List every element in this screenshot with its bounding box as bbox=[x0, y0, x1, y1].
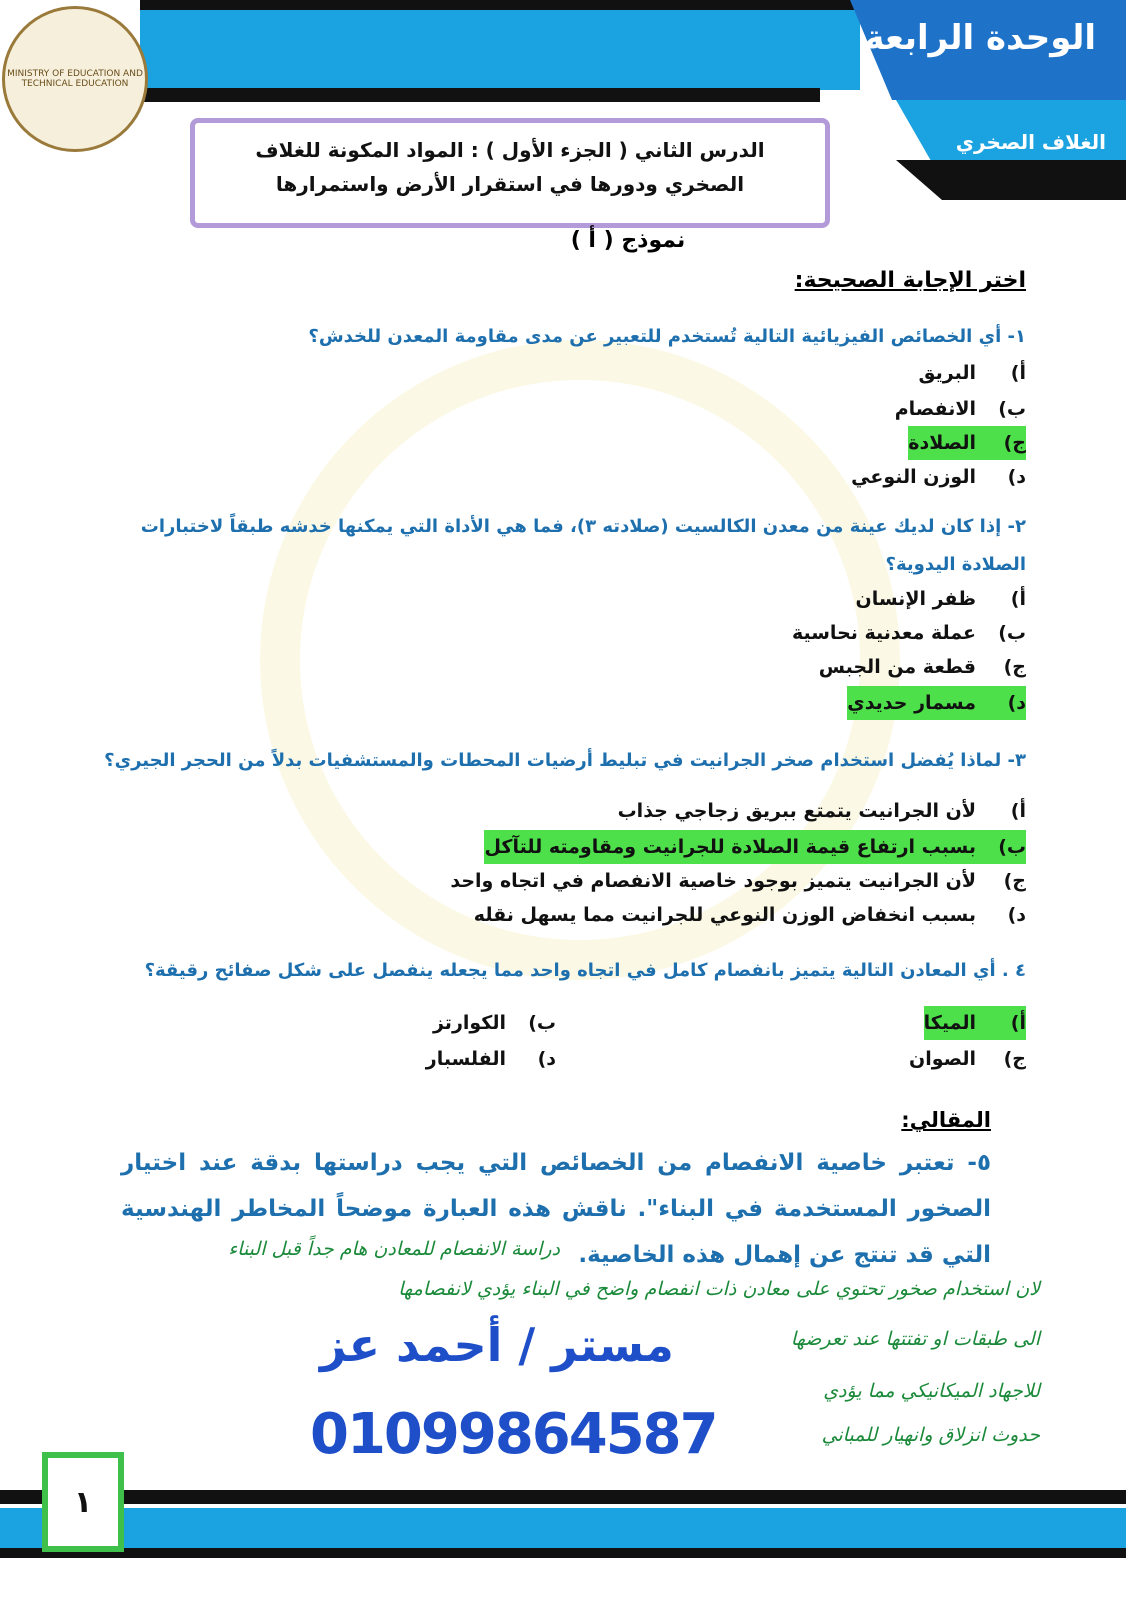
option-letter: د) bbox=[1007, 904, 1026, 926]
answer-option[interactable] bbox=[851, 460, 1026, 494]
teacher-phone: 01099864587 bbox=[310, 1402, 717, 1467]
option-letter: د) bbox=[1007, 692, 1026, 714]
footer-band bbox=[0, 1490, 1126, 1504]
option-text: ظفر الإنسان bbox=[855, 588, 976, 610]
answer-option[interactable] bbox=[819, 650, 1026, 684]
answer-option[interactable] bbox=[450, 864, 1026, 898]
answer-option[interactable] bbox=[426, 1042, 556, 1076]
option-text: عملة معدنية نحاسية bbox=[791, 622, 976, 644]
footer-band bbox=[0, 1508, 1126, 1548]
answer-option[interactable] bbox=[924, 1006, 1026, 1040]
option-text: الوزن النوعي bbox=[851, 466, 976, 488]
option-text: بسبب ارتفاع قيمة الصلادة للجرانيت ومقاومته للتآكل bbox=[484, 836, 976, 858]
option-letter: ج) bbox=[1003, 432, 1026, 454]
option-text: لأن الجرانيت يتمتع ببريق زجاجي جذاب bbox=[617, 800, 976, 822]
handwritten-answer-line: الى طبقات او تفتتها عند تعرضها bbox=[790, 1328, 1040, 1350]
option-text: قطعة من الجبس bbox=[818, 656, 976, 678]
answer-option[interactable] bbox=[474, 898, 1026, 932]
option-text: الميكا bbox=[923, 1012, 976, 1034]
answer-option[interactable] bbox=[618, 794, 1026, 828]
answer-option[interactable] bbox=[433, 1006, 556, 1040]
option-text: مسمار حديدي bbox=[847, 692, 976, 714]
answer-option[interactable] bbox=[895, 392, 1026, 426]
footer-band bbox=[0, 1548, 1126, 1558]
handwritten-answer-line: دراسة الانفصام للمعادن هام جداً قبل البناء bbox=[228, 1238, 560, 1260]
answer-option[interactable] bbox=[856, 582, 1027, 616]
option-text: الفلسبار bbox=[425, 1048, 506, 1070]
page-number: ١ bbox=[42, 1452, 124, 1552]
unit-subtitle: الغلاف الصخري bbox=[955, 130, 1106, 154]
instruction: اختر الإجابة الصحيحة: bbox=[794, 268, 1026, 293]
option-text: الصلادة bbox=[908, 432, 976, 454]
option-letter: ج) bbox=[1003, 870, 1026, 892]
option-text: لأن الجرانيت يتميز بوجود خاصية الانفصام في اتجاه واحد bbox=[450, 870, 976, 892]
option-letter: د) bbox=[537, 1048, 556, 1070]
answer-option[interactable] bbox=[792, 616, 1026, 650]
option-text: الكوارتز bbox=[432, 1012, 506, 1034]
lesson-line-2: الصخري ودورها في استقرار الأرض واستمرارها bbox=[275, 172, 745, 196]
teacher-name: مستر / أحمد عز bbox=[320, 1318, 674, 1372]
option-letter: ب) bbox=[998, 398, 1026, 420]
option-text: الانفصام bbox=[894, 398, 976, 420]
lesson-line-1: الدرس الثاني ( الجزء الأول ) : المواد المكونة للغلاف bbox=[255, 138, 765, 162]
question-text: ٣- لماذا يُفضل استخدام صخر الجرانيت في تبليط أرضيات المحطات والمستشفيات بدلاً من الحجر الجيري؟ bbox=[104, 750, 1026, 771]
handwritten-answer-line: للاجهاد الميكانيكي مما يؤدي bbox=[823, 1380, 1040, 1402]
ministry-logo bbox=[2, 6, 148, 152]
option-letter: ج) bbox=[1003, 656, 1026, 678]
option-letter: ب) bbox=[998, 622, 1026, 644]
option-letter: ج) bbox=[1003, 1048, 1026, 1070]
logo-text: MINISTRY OF EDUCATION AND TECHNICAL EDUCATION bbox=[7, 69, 143, 89]
model-label bbox=[0, 228, 1126, 253]
essay-heading: المقالي: bbox=[901, 1108, 991, 1132]
option-letter: ب) bbox=[998, 836, 1026, 858]
lesson-title-box bbox=[190, 118, 830, 228]
model-text: نموذج ( أ ) bbox=[570, 228, 686, 253]
answer-option[interactable] bbox=[909, 1042, 1026, 1076]
essay-question: ٥- تعتبر خاصية الانفصام من الخصائص التي يجب دراستها بدقة عند اختيار الصخور المستخدمة في البناء". ناقش هذه العبارة موضحاً المخاطر الهندسية التي قد تنتج عن إهمال هذه الخاصية. bbox=[121, 1150, 991, 1268]
option-letter: أ) bbox=[1010, 588, 1026, 610]
option-letter: ب) bbox=[528, 1012, 556, 1034]
option-letter: أ) bbox=[1010, 362, 1026, 384]
option-text: البريق bbox=[918, 362, 976, 384]
handwritten-answer-line: حدوث انزلاق وانهيار للمباني bbox=[821, 1424, 1040, 1446]
header-band bbox=[140, 88, 820, 102]
question-text: ٤ . أي المعادن التالية يتميز بانفصام كامل في اتجاه واحد مما يجعله ينفصل على شكل صفائح رقيقة؟ bbox=[144, 960, 1026, 981]
option-letter: د) bbox=[1007, 466, 1026, 488]
option-letter: أ) bbox=[1010, 1012, 1026, 1034]
handwritten-answer-line: لان استخدام صخور تحتوي على معادن ذات انفصام واضح في البناء يؤدي لانفصامها bbox=[398, 1278, 1040, 1300]
unit-title: الوحدة الرابعة bbox=[864, 18, 1096, 58]
question-text: ٢- إذا كان لديك عينة من معدن الكالسيت (صلادته ٣)، فما هي الأداة التي يمكنها خدشه طبقاً لاختبارات الصلادة اليدوية؟ bbox=[140, 516, 1026, 575]
option-letter: أ) bbox=[1010, 800, 1026, 822]
option-text: الصوان bbox=[908, 1048, 976, 1070]
unit-band bbox=[896, 160, 1126, 200]
answer-option[interactable] bbox=[847, 686, 1026, 720]
answer-option[interactable] bbox=[908, 426, 1026, 460]
header-band bbox=[140, 10, 860, 90]
option-text: بسبب انخفاض الوزن النوعي للجرانيت مما يسهل نقله bbox=[473, 904, 976, 926]
answer-option[interactable] bbox=[919, 356, 1026, 390]
question-text: ١- أي الخصائص الفيزيائية التالية تُستخدم للتعبير عن مدى مقاومة المعدن للخدش؟ bbox=[308, 326, 1026, 347]
answer-option[interactable] bbox=[484, 830, 1026, 864]
